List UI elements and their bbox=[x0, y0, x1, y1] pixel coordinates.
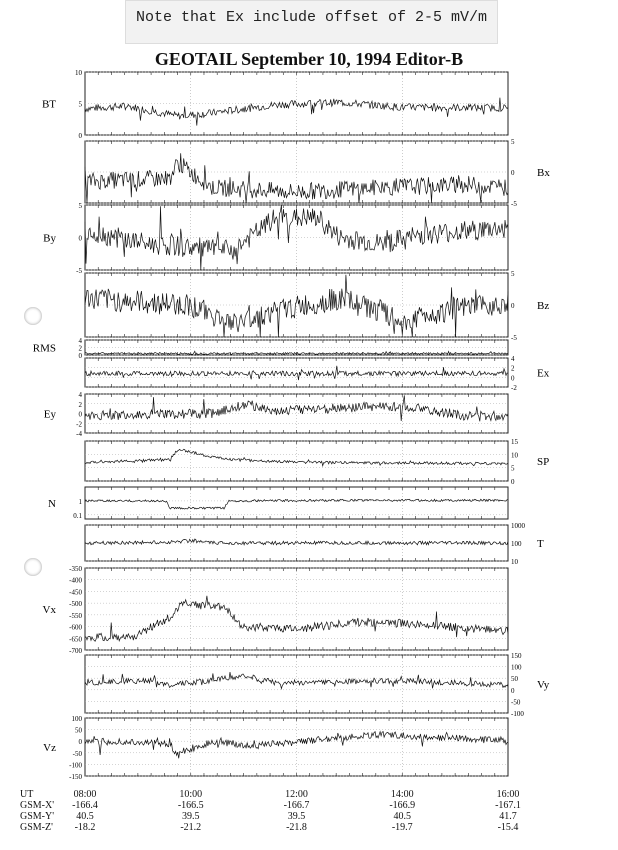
footer-column: 08:00 -166.4 40.5 -18.2 bbox=[72, 789, 98, 833]
y-tick-label: -100 bbox=[69, 761, 82, 770]
panel-label-bz: Bz bbox=[537, 300, 550, 312]
series-line-ey bbox=[85, 395, 508, 421]
panel-frame bbox=[85, 718, 508, 776]
panel-label-sp: SP bbox=[537, 456, 550, 468]
y-tick-label: -400 bbox=[69, 576, 82, 585]
y-tick-label: 5 bbox=[511, 138, 515, 146]
panel-label-bt: BT bbox=[41, 98, 56, 111]
series-line-bx bbox=[85, 153, 508, 203]
y-tick-label: -150 bbox=[69, 773, 82, 781]
y-tick-label: 0 bbox=[78, 410, 82, 419]
y-tick-label: 2 bbox=[511, 364, 515, 373]
footer-column: 10:00 -166.5 39.5 -21.2 bbox=[177, 789, 204, 833]
y-tick-label: -100 bbox=[511, 710, 524, 718]
y-tick-label: -5 bbox=[511, 334, 517, 342]
y-tick-label: 0 bbox=[511, 686, 515, 695]
y-tick-label: -550 bbox=[69, 611, 82, 620]
y-tick-label: -5 bbox=[511, 200, 517, 208]
y-tick-label: 0 bbox=[511, 478, 515, 486]
panel-label-bx: Bx bbox=[537, 167, 550, 179]
y-tick-label: -450 bbox=[69, 588, 82, 597]
series-line-n bbox=[85, 499, 508, 509]
series-line-vy bbox=[85, 672, 508, 689]
panel-label-rms: RMS bbox=[32, 342, 56, 355]
footer-column: 16:00 -167.1 41.7 -15.4 bbox=[495, 789, 521, 833]
panel-label-ex: Ex bbox=[537, 367, 550, 380]
y-tick-label: 0 bbox=[511, 302, 515, 310]
y-tick-label: 0 bbox=[511, 374, 515, 383]
panel-label-vy: Vy bbox=[537, 679, 550, 691]
chart-title: GEOTAIL September 10, 1994 Editor-B bbox=[154, 49, 464, 69]
footer-column: 14:00 -166.9 40.5 -19.7 bbox=[389, 789, 416, 833]
y-tick-label: 1 bbox=[78, 497, 82, 506]
y-tick-label: 0 bbox=[78, 738, 82, 747]
y-tick-label: 0 bbox=[78, 132, 82, 140]
y-tick-label: -2 bbox=[511, 384, 517, 392]
y-tick-label: 50 bbox=[75, 726, 82, 735]
panel-label-vx: Vx bbox=[42, 604, 56, 616]
binder-hole bbox=[24, 307, 42, 325]
y-tick-label: 0 bbox=[78, 352, 82, 360]
y-tick-label: -700 bbox=[69, 647, 82, 655]
y-tick-label: -650 bbox=[69, 635, 82, 644]
offset-note: Note that Ex include offset of 2-5 mV/m bbox=[125, 0, 498, 44]
y-tick-label: 100 bbox=[511, 540, 522, 548]
y-tick-label: 5 bbox=[78, 100, 82, 109]
y-tick-label: 50 bbox=[511, 675, 518, 684]
y-tick-label: 150 bbox=[511, 652, 522, 660]
y-tick-label: -350 bbox=[69, 565, 82, 573]
y-tick-label: -50 bbox=[72, 749, 82, 758]
panel-frame bbox=[85, 655, 508, 713]
panel-label-ey: Ey bbox=[43, 408, 56, 421]
y-tick-label: -500 bbox=[69, 600, 82, 609]
y-tick-label: -50 bbox=[511, 698, 521, 707]
y-tick-label: 5 bbox=[511, 270, 515, 278]
y-tick-label: 5 bbox=[511, 464, 515, 473]
y-tick-label: 15 bbox=[511, 438, 518, 446]
y-tick-label: -2 bbox=[76, 420, 82, 429]
y-tick-label: -5 bbox=[76, 267, 82, 275]
panel-label-by: By bbox=[43, 232, 56, 245]
y-tick-label: 2 bbox=[78, 344, 82, 353]
series-line-sp bbox=[85, 449, 508, 466]
y-tick-label: 4 bbox=[511, 355, 515, 363]
binder-hole bbox=[24, 558, 42, 576]
footer-row-labels: UT GSM-X' GSM-Y' GSM-Z' bbox=[20, 789, 55, 833]
panel-label-vz: Vz bbox=[43, 742, 56, 754]
y-tick-label: 100 bbox=[511, 663, 522, 672]
y-tick-label: 2 bbox=[78, 400, 82, 409]
y-tick-label: 10 bbox=[511, 558, 518, 566]
panel-label-t: T bbox=[537, 538, 544, 550]
y-tick-label: 0.1 bbox=[73, 511, 82, 520]
y-tick-label: 0 bbox=[78, 234, 82, 243]
panel-label-n: N bbox=[48, 498, 56, 510]
y-tick-label: 1000 bbox=[511, 522, 525, 530]
footer-column: 12:00 -166.7 39.5 -21.8 bbox=[283, 789, 310, 833]
y-tick-label: -600 bbox=[69, 623, 82, 632]
y-tick-label: 4 bbox=[78, 391, 82, 399]
y-tick-label: 0 bbox=[511, 169, 515, 177]
y-tick-label: 10 bbox=[511, 451, 518, 460]
y-tick-label: 10 bbox=[75, 69, 82, 77]
y-tick-label: -4 bbox=[76, 430, 82, 438]
y-tick-label: 100 bbox=[71, 715, 82, 723]
y-tick-label: 5 bbox=[78, 202, 82, 210]
y-tick-label: 4 bbox=[78, 337, 82, 345]
